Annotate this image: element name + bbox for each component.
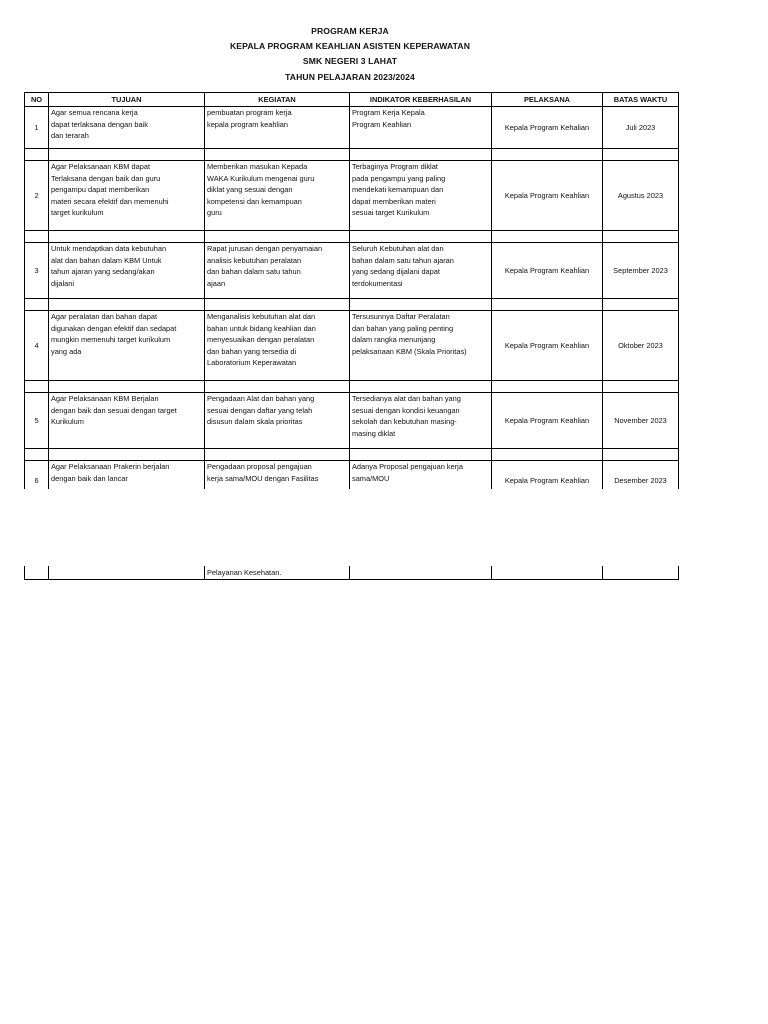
table-row <box>25 566 679 580</box>
header-subtitle: KEPALA PROGRAM KEAHLIAN ASISTEN KEPERAWATAN <box>230 41 470 52</box>
pelaksana-cell: Kepala Program Keahlian <box>492 461 603 501</box>
indikator-cell: Tersusunnya Daftar Peralatan dan bahan yang paling penting dalam rangka menunjang pelaksanaan KBM (Skala Prioritas) <box>350 311 492 381</box>
tujuan-cell: Agar semua rencana kerja dapat terlaksana dengan baik dan terarah <box>49 107 205 149</box>
batas-waktu-cell: Desember 2023 <box>603 461 679 501</box>
kegiatan-cell: Menganalisis kebutuhan alat dan bahan untuk bidang keahlian dan menyesuaikan dengan peralatan dan bahan yang tersedia di Laboratorium Keperawatan <box>205 311 350 381</box>
header-year: TAHUN PELAJARAN 2023/2024 <box>285 71 415 82</box>
pelaksana-cell: Kepala Program Keahlian <box>492 161 603 231</box>
table-row <box>25 393 679 449</box>
tujuan-cell: Agar Pelaksanaan KBM dapat Terlaksana dengan baik dan guru pengampu dapat memberikan materi secara efektif dan memenuhi target kurikulum <box>49 161 205 231</box>
header-school: SMK NEGERI 3 LAHAT <box>302 56 398 67</box>
batas-waktu-cell: Oktober 2023 <box>603 311 679 381</box>
indikator-cell: Program Kerja Kepala Program Keahlian <box>350 107 492 149</box>
tujuan-cell: Untuk mendaptkan data kebutuhan alat dan bahan dalam KBM Untuk tahun ajaran yang sedang/akan dijalani <box>49 243 205 299</box>
row-number: 6 <box>25 461 49 501</box>
indikator-cell: Adanya Proposal pengajuan kerja sama/MOU <box>350 461 492 501</box>
program-table <box>24 92 679 501</box>
row-number: 1 <box>25 107 49 149</box>
kegiatan-cell: Rapat jurusan dengan penyamaian analisis kebutuhan peralatan dan bahan dalam satu tahun ajaan <box>205 243 350 299</box>
row-number: 4 <box>25 311 49 381</box>
table-row <box>25 107 679 149</box>
kegiatan-cell: pembuatan program kerja kepala program keahlian <box>205 107 350 149</box>
batas-waktu-cell: Agustus 2023 <box>603 161 679 231</box>
batas-waktu-cell: Juli 2023 <box>603 107 679 149</box>
spacer-row <box>25 449 679 461</box>
indikator-cell: Terbaginya Program diklat pada pengampu yang paling mendekati kemampuan dan dapat memberikan materi sesuai target Kurikulum <box>350 161 492 231</box>
col-header-pelaksana: PELAKSANA <box>492 93 603 107</box>
spacer-row <box>25 381 679 393</box>
col-header-kegiatan: KEGIATAN <box>205 93 350 107</box>
table-row <box>25 311 679 381</box>
page-break-gap <box>24 489 680 566</box>
kegiatan-cell: Memberikan masukan Kepada WAKA Kurikulum mengenai guru diklat yang sesuai dengan kompetensi dan kemampuan guru <box>205 161 350 231</box>
indikator-cell: Tersedianya alat dan bahan yang sesuai dengan kondisi keuangan sekolah dan kebutuhan masing- masing diklat <box>350 393 492 449</box>
batas-waktu-cell: September 2023 <box>603 243 679 299</box>
table-header-row <box>25 93 679 107</box>
col-header-no: NO <box>25 93 49 107</box>
kegiatan-cell: Pengadaan proposal pengajuan kerja sama/MOU dengan Fasilitas <box>205 461 350 501</box>
continuation-row <box>24 566 679 580</box>
pelaksana-cell: Kepala Program Keahlian <box>492 393 603 449</box>
pelaksana-cell: Kepala Program Kehalian <box>492 107 603 149</box>
col-header-batas-waktu: BATAS WAKTU <box>603 93 679 107</box>
table-row <box>25 243 679 299</box>
row-number: 3 <box>25 243 49 299</box>
tujuan-cell: Agar peralatan dan bahan dapat digunakan dengan efektif dan sedapat mungkin memenuhi target kurikulum yang ada <box>49 311 205 381</box>
row-number: 2 <box>25 161 49 231</box>
spacer-row <box>25 149 679 161</box>
tujuan-cell: Agar Pelaksanaan KBM Berjalan dengan baik dan sesuai dengan target Kurikulum <box>49 393 205 449</box>
pelaksana-cell: Kepala Program Keahlian <box>492 243 603 299</box>
col-header-indikator: INDIKATOR KEBERHASILAN <box>350 93 492 107</box>
table-row <box>25 161 679 231</box>
kegiatan-continuation-cell: Pelayanan Kesehatan. <box>205 566 350 580</box>
tujuan-cell: Agar Pelaksanaan Prakerin berjalan dengan baik dan lancar <box>49 461 205 501</box>
indikator-cell: Seluruh Kebutuhan alat dan bahan dalam satu tahun ajaran yang sedang dijalani dapat terdokumentasi <box>350 243 492 299</box>
pelaksana-cell: Kepala Program Keahlian <box>492 311 603 381</box>
row-number: 5 <box>25 393 49 449</box>
spacer-row <box>25 299 679 311</box>
kegiatan-cell: Pengadaan Alat dan bahan yang sesuai dengan daftar yang telah disusun dalam skala prioritas <box>205 393 350 449</box>
col-header-tujuan: TUJUAN <box>49 93 205 107</box>
spacer-row <box>25 231 679 243</box>
batas-waktu-cell: November 2023 <box>603 393 679 449</box>
header-title: PROGRAM KERJA <box>311 26 389 36</box>
document-header <box>0 24 700 85</box>
